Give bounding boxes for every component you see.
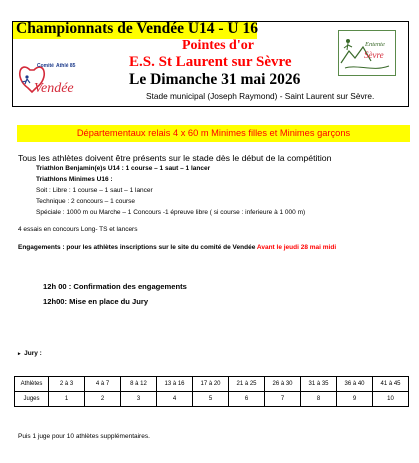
athletes-cell: 4 à 7	[85, 377, 121, 392]
footer-note: Puis 1 juge pour 10 athlètes supplémentaires.	[18, 433, 150, 440]
engagements-line	[18, 244, 336, 251]
athletes-cell: 2 à 3	[49, 377, 85, 392]
intro-text: Tous les athlètes doivent être présents sur le stade dès le début de la compétition	[18, 153, 332, 163]
juges-cell: 8	[301, 392, 337, 407]
venue: Stade municipal (Joseph Raymond) - Saint Laurent sur Sèvre.	[146, 91, 375, 101]
athletes-cell: 41 à 45	[373, 377, 409, 392]
schedule-confirmation: 12h 00 : Confirmation des engagements	[43, 282, 187, 291]
table-row-juges	[15, 392, 409, 407]
engagements-deadline: Avant le jeudi 28 mai midi	[256, 244, 337, 251]
logo-left-line2: Athlé 85	[56, 63, 76, 69]
juges-label: Juges	[15, 392, 49, 407]
entente-sevre-logo	[338, 30, 396, 76]
athletes-cell: 13 à 16	[157, 377, 193, 392]
jury-table	[14, 376, 409, 407]
relay-banner: Départementaux relais 4 x 60 m Minimes filles et Minimes garçons	[17, 125, 410, 142]
triathlons-minimes: Triathlons Minimes U16 :	[36, 176, 113, 183]
athletes-cell: 8 à 12	[121, 377, 157, 392]
juges-cell: 5	[193, 392, 229, 407]
vendee-committee-logo	[16, 56, 92, 106]
bullet-icon: ▸	[18, 351, 21, 357]
page-title: Championnats de Vendée U14 - U 16	[16, 20, 259, 37]
athletes-cell: 36 à 40	[337, 377, 373, 392]
logo-left-name: Vendée	[34, 81, 74, 96]
juges-cell: 7	[265, 392, 301, 407]
logo-right-line2: Sèvre	[364, 50, 384, 60]
table-row-athletes	[15, 377, 409, 392]
subtitle: Pointes d'or	[182, 38, 254, 53]
jury-heading	[18, 350, 42, 357]
technique-line: Technique : 2 concours – 1 course	[36, 198, 136, 205]
triathlon-benjamin: Triathlon Benjamin(e)s U14 : 1 course – 1 saut – 1 lancer	[36, 165, 211, 172]
juges-cell: 4	[157, 392, 193, 407]
juges-cell: 10	[373, 392, 409, 407]
juges-cell: 6	[229, 392, 265, 407]
athletes-cell: 31 à 35	[301, 377, 337, 392]
juges-cell: 3	[121, 392, 157, 407]
speciale-line: Spéciale : 1000 m ou Marche – 1 Concours -1 épreuve libre ( si course : inferieure à 1 000 m)	[36, 209, 306, 216]
club-name: E.S. St Laurent sur Sèvre	[129, 54, 292, 70]
athletes-label: Athlètes	[15, 377, 49, 392]
jury-label: Jury :	[24, 350, 42, 357]
event-date: Le Dimanche 31 mai 2026	[129, 71, 301, 88]
juges-cell: 1	[49, 392, 85, 407]
soit-line: Soit : Libre : 1 course – 1 saut – 1 lancer	[36, 187, 153, 194]
logo-right-line1: Entente	[365, 41, 385, 48]
essais-line: 4 essais en concours Long- TS et lancers	[18, 226, 138, 233]
juges-cell: 9	[337, 392, 373, 407]
athletes-cell: 26 à 30	[265, 377, 301, 392]
logo-left-line1: Comité	[37, 63, 54, 69]
schedule-jury: 12h00: Mise en place du Jury	[43, 297, 149, 306]
athletes-cell: 17 à 20	[193, 377, 229, 392]
athletes-cell: 21 à 25	[229, 377, 265, 392]
juges-cell: 2	[85, 392, 121, 407]
engagements-text: Engagements : pour les athlètes inscriptions sur le site du comité de Vendée	[18, 244, 257, 251]
